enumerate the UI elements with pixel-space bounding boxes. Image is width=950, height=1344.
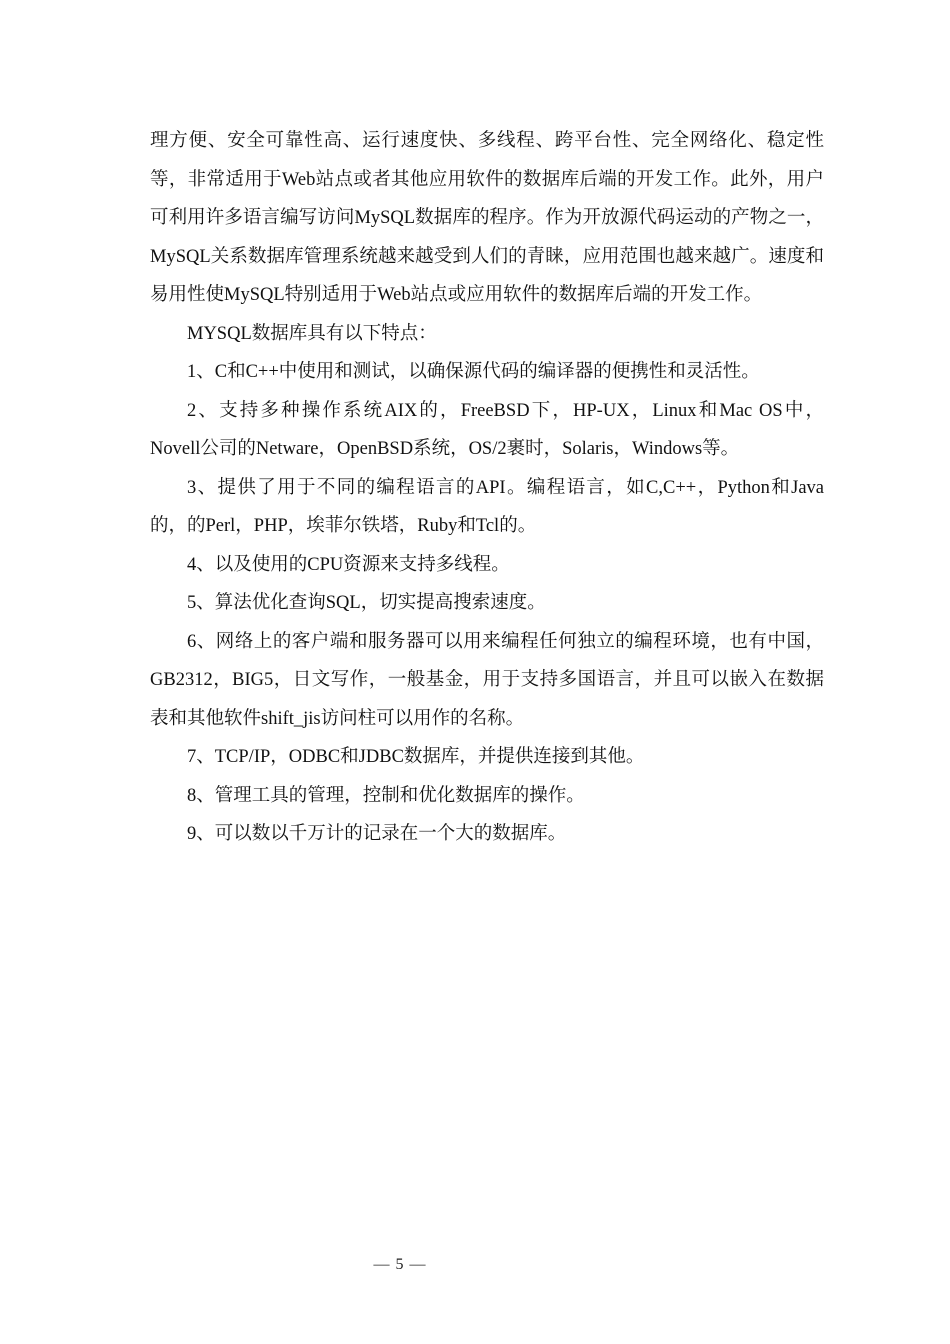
feature-item-1: 1、C和C++中使用和测试，以确保源代码的编译器的便携性和灵活性。: [187, 362, 760, 382]
features-heading: MYSQL数据库具有以下特点：: [187, 323, 437, 344]
feature-item-7: 7、TCP/IP，ODBC和JDBC数据库，并提供连接到其他。: [187, 747, 645, 767]
feature-item-9: 9、可以数以千万计的记录在一个大的数据库。: [187, 824, 567, 844]
feature-item-3: 3、提供了用于不同的编程语言的API。编程语言，如C,C++，Python和Java的，的Perl，PHP，埃菲尔铁塔，Ruby和Tcl的。: [150, 477, 824, 536]
continuation-paragraph: 理方便、安全可靠性高、运行速度快、多线程、跨平台性、完全网络化、稳定性等，非常适用于Web站点或者其他应用软件的数据库后端的开发工作。此外，用户可利用许多语言编写访问MySQL数据库的程序。作为开放源代码运动的产物之一，MySQL关系数据库管理系统越来越受到人们的青睐，应用范围也越来越广。速度和易用性使MySQL特别适用于Web站点或应用软件的数据库后端的开发工作。: [150, 131, 824, 305]
page-number: — 5 —: [373, 1256, 427, 1273]
feature-item-5: 5、算法优化查询SQL，切实提高搜索速度。: [187, 593, 546, 613]
feature-item-6: 6、网络上的客户端和服务器可以用来编程任何独立的编程环境，也有中国，GB2312，BIG5，日文写作，一般基金，用于支持多国语言，并且可以嵌入在数据表和其他软件shift_jis访问柱可以用作的名称。: [150, 631, 824, 729]
feature-item-2: 2、支持多种操作系统AIX的，FreeBSD下，HP-UX，Linux和Mac OS中，Novell公司的Netware，OpenBSD系统，OS/2裹时，Solaris，Windows等。: [150, 400, 824, 459]
feature-item-4: 4、以及使用的CPU资源来支持多线程。: [187, 554, 510, 575]
body-text: [150, 122, 824, 854]
feature-item-8: 8、管理工具的管理，控制和优化数据库的操作。: [187, 785, 585, 806]
